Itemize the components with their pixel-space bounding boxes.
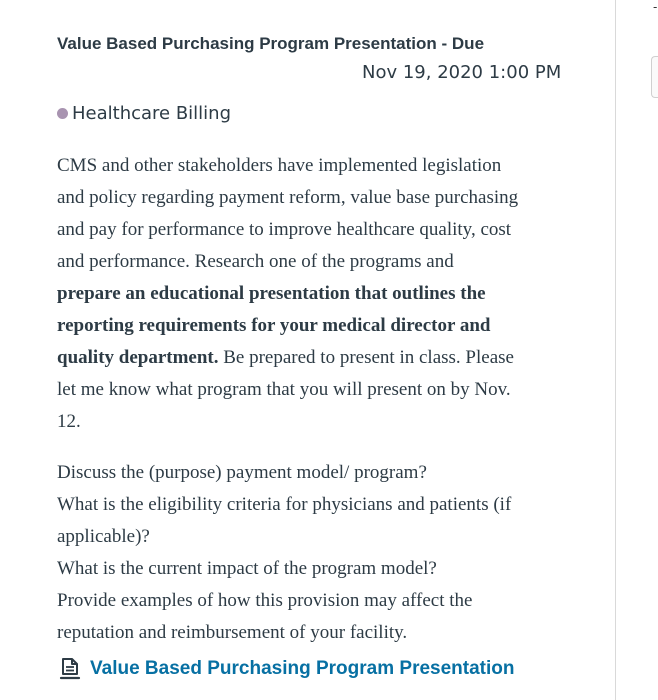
attachment-link[interactable] (60, 658, 514, 680)
description-paragraph (57, 150, 597, 438)
side-marker: - (653, 0, 658, 14)
question-line: reputation and reimbursement of your facility. (57, 622, 408, 643)
due-date: Nov 19, 2020 1:00 PM (362, 62, 562, 83)
description-line: and policy regarding payment reform, value base purchasing (57, 187, 519, 208)
description-fragment: Be prepared to present in class. Please (218, 347, 514, 368)
description-bold-line: reporting requirements for your medical director and (57, 315, 491, 336)
description-line: CMS and other stakeholders have implemented legislation (57, 155, 502, 176)
description-bold-fragment: quality department. (57, 347, 219, 368)
question-line: Provide examples of how this provision may affect the (57, 590, 473, 611)
description-line: let me know what program that you will present on by Nov. (57, 379, 511, 400)
side-tab[interactable] (651, 56, 658, 98)
document-icon (60, 658, 80, 680)
attachment-label[interactable]: Value Based Purchasing Program Presentation (90, 658, 515, 679)
description-bold-line: prepare an educational presentation that outlines the (57, 283, 486, 304)
assignment-title[interactable]: Value Based Purchasing Program Presentation - Due (57, 34, 485, 53)
questions-paragraph (57, 457, 597, 649)
question-line: Discuss the (purpose) payment model/ program? (57, 462, 427, 483)
description-line: and performance. Research one of the programs and (57, 251, 454, 272)
course-name: Healthcare Billing (72, 103, 232, 124)
course-color-dot (57, 108, 68, 119)
question-line: What is the eligibility criteria for physicians and patients (if (57, 494, 512, 515)
description-mixed-line (57, 342, 597, 374)
description-line: 12. (57, 411, 81, 432)
description-line: and pay for performance to improve healthcare quality, cost (57, 219, 512, 240)
question-line: What is the current impact of the program model? (57, 558, 437, 579)
course-tag (57, 103, 231, 124)
side-panel-edge (617, 0, 656, 700)
question-line: applicable)? (57, 526, 150, 547)
